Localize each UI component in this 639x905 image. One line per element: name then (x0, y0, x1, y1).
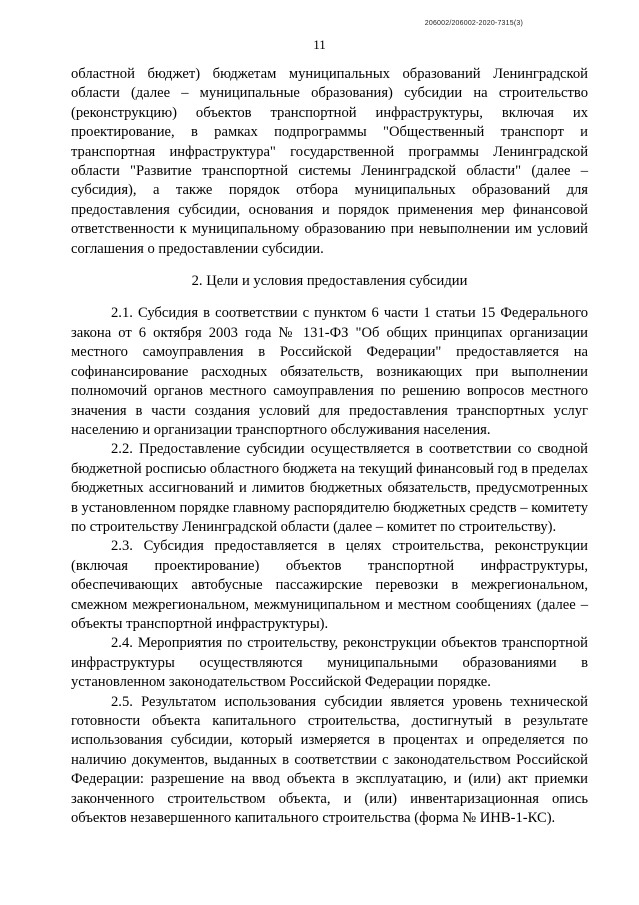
paragraph-2-2: 2.2. Предоставление субсидии осуществляется в соответствии со сводной бюджетной росписью областного бюджета на текущий финансовый год в пределах бюджетных ассигнований и лимитов бюджетных обязательств, предусмотренных в установленном порядке главному распорядителю бюджетных средств – комитету по строительству Ленинградской области (далее – комитет по строительству). (71, 441, 589, 535)
document-id: 206002/206002-2020-7315(3) (424, 20, 523, 27)
document-body (71, 65, 588, 828)
intro-paragraph: областной бюджет) бюджетам муниципальных образований Ленинградской области (далее – муниципальные образования) субсидии на строительство (реконструкцию) объектов транспортной инфраструктуры, включая их проектирование, в рамках подпрограммы "Общественный транспорт и транспортная инфраструктура" государственной программы Ленинградской области "Развитие транспортной системы Ленинградской области" (далее – субсидия), а также порядок отбора муниципальных образований для предоставления субсидии, основания и порядок применения мер финансовой ответственности к муниципальному образованию при невыполнении им условий соглашения о предоставлении субсидии. (71, 66, 588, 257)
section-heading: 2. Цели и условия предоставления субсидии (191, 273, 468, 290)
paragraph-2-4: 2.4. Мероприятия по строительству, реконструкции объектов транспортной инфраструктуры осуществляются муниципальными образованиями в установленном законодательством Российской Федерации порядке. (71, 635, 588, 691)
paragraph-2-5: 2.5. Результатом использования субсидии является уровень технической готовности объекта капитального строительства, достигнутый в результате использования субсидии, который измеряется в процентах и определяется по наличию документов, выданных в соответствии с законодательством Российской Федерации: разрешение на ввод объекта в эксплуатацию, и (или) акт приемки законченного строительством объекта, и (или) инвентаризационная опись объектов незавершенного капитального строительства (форма № ИНВ-1-КС). (71, 693, 588, 827)
paragraph-2-3: 2.3. Субсидия предоставляется в целях строительства, реконструкции (включая проектирование) объектов транспортной инфраструктуры, обеспечивающих автобусные пассажирские перевозки в межрегиональном, смежном межрегиональном, межмуниципальном и местном сообщениях (далее – объекты транспортной инфраструктуры). (71, 538, 588, 632)
paragraph-2-1: 2.1. Субсидия в соответствии с пунктом 6 части 1 статьи 15 Федерального закона от 6 октября 2003 года № 131-ФЗ "Об общих принципах организации местного самоуправления в Российской Федерации" предоставляется на софинансирование расходных обязательств, возникающих при выполнении полномочий органов местного самоуправления по решению вопросов местного значения в части создания условий для предоставления транспортных услуг населению и организации транспортного обслуживания населения. (71, 305, 588, 438)
page-number: 11 (313, 37, 326, 52)
